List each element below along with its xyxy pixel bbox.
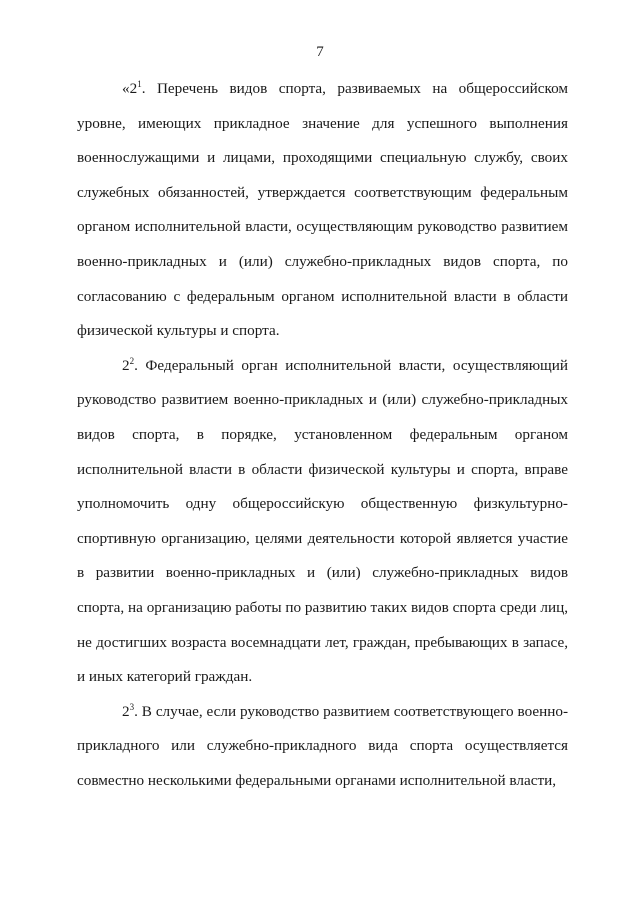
clause-superscript: 2 — [129, 355, 135, 366]
page-number: 7 — [316, 44, 324, 60]
clause-lead: 2 — [122, 356, 130, 374]
paragraph-2-1 — [77, 72, 568, 349]
clause-superscript: 1 — [137, 79, 142, 89]
paragraph-text: . Федеральный орган исполнительной власти, осуществляющий руководство развитием военно-прикладных и (или) служебно-прикладных видов спорта, в порядке, установленном федеральным органом исполнительной власти в области физической культуры и спорта, вправе уполномочить одну общероссийскую общественную физкультурно-спортивную организацию, целями деятельности которой является участие в развитии военно-прикладных и (или) служебно-прикладных видов спорта, на организацию работы по развитию таких видов спорта среди лиц, не достигших возраста восемнадцати лет, граждан, пребывающих в запасе, и иных категорий граждан. — [77, 356, 568, 686]
paragraph-2-3 — [77, 695, 568, 799]
clause-superscript: 3 — [129, 701, 135, 712]
document-body — [77, 72, 568, 798]
paragraph-2-2 — [77, 349, 568, 695]
clause-lead: 2 — [122, 702, 130, 720]
clause-number — [122, 703, 134, 720]
paragraph-text: . Перечень видов спорта, развиваемых на общероссийском уровне, имеющих прикладное значение для успешного выполнения военнослужащими и лицами, проходящими специальную службу, своих служебных обязанностей, утверждается соответствующим федеральным органом исполнительной власти, осуществляющим руководство развитием военно-прикладных и (или) служебно-прикладных видов спорта, по согласованию с федеральным органом исполнительной власти в области физической культуры и спорта. — [77, 80, 568, 340]
paragraph-text: . В случае, если руководство развитием соответствующего военно-прикладного или служебно-прикладного вида спорта осуществляется совместно несколькими федеральными органами исполнительной власти, — [77, 702, 568, 789]
clause-lead: «2 — [122, 80, 138, 97]
clause-number — [122, 80, 142, 97]
clause-number — [122, 357, 134, 374]
